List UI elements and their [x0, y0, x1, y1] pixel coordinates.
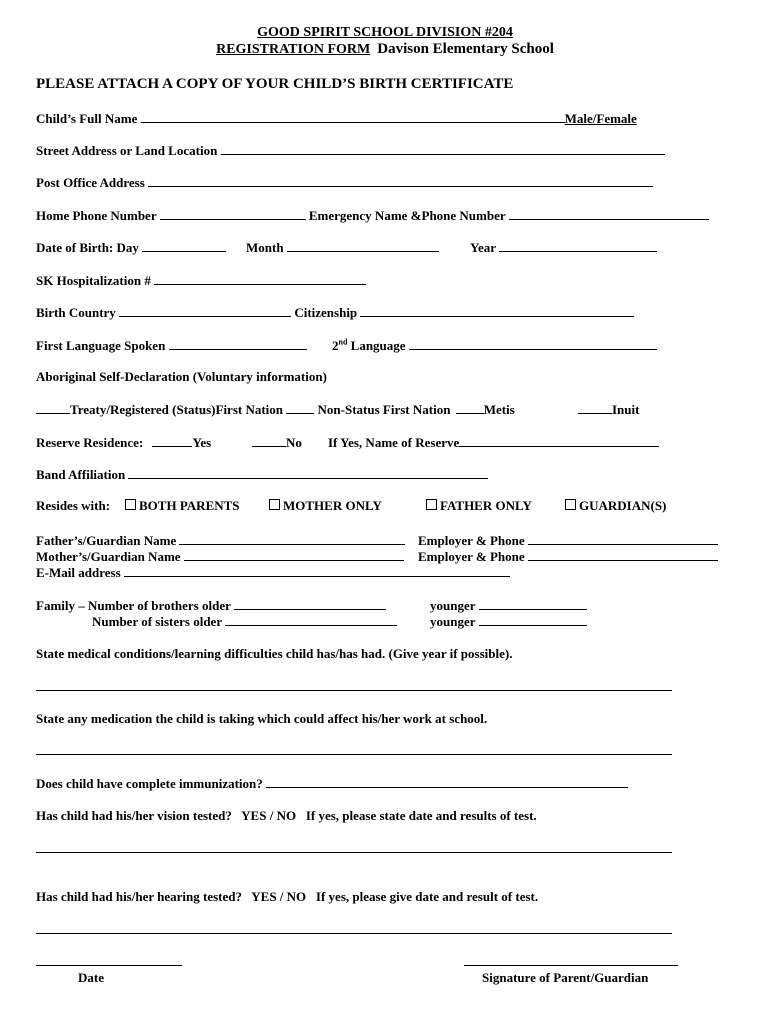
treaty-field[interactable] — [36, 401, 70, 414]
sex-label[interactable]: Male/Female — [564, 111, 637, 126]
inuit-field[interactable] — [578, 401, 612, 414]
both-parents-checkbox[interactable] — [125, 499, 136, 510]
home-phone-field[interactable] — [160, 207, 306, 220]
street-row — [36, 142, 665, 159]
band-field[interactable] — [128, 466, 488, 479]
reserve-no-field[interactable] — [252, 434, 286, 447]
father-only-checkbox[interactable] — [426, 499, 437, 510]
post-office-label: Post Office Address — [36, 175, 145, 190]
reserve-no-label: No — [286, 435, 302, 450]
aboriginal-heading: Aboriginal Self-Declaration (Voluntary information) — [36, 369, 327, 384]
reserve-name-field[interactable] — [459, 434, 659, 447]
hearing-yes-no[interactable]: YES / NO — [251, 889, 307, 904]
emergency-label: Emergency Name &Phone Number — [308, 208, 506, 223]
childs-name-field[interactable] — [141, 110, 565, 123]
second-language-row — [332, 337, 657, 354]
father-row — [36, 532, 405, 549]
immunization-field[interactable] — [266, 775, 628, 788]
brothers-younger-field[interactable] — [479, 597, 587, 610]
father-employer-label: Employer & Phone — [418, 533, 525, 548]
aboriginal-options — [36, 401, 515, 418]
post-office-field[interactable] — [148, 174, 653, 187]
date-label: Date — [78, 970, 104, 985]
brothers-younger-label: younger — [430, 598, 476, 613]
signature-label: Signature of Parent/Guardian — [482, 970, 649, 985]
mother-only-option[interactable] — [269, 498, 382, 514]
vision-row — [36, 808, 537, 824]
vision-field[interactable] — [36, 852, 672, 853]
sk-hosp-field[interactable] — [154, 272, 366, 285]
hearing-label: Has child had his/her hearing tested? — [36, 889, 242, 904]
hearing-row — [36, 889, 538, 905]
brothers-younger-row — [430, 597, 587, 614]
both-parents-option[interactable] — [125, 498, 240, 514]
birth-country-field[interactable] — [119, 304, 291, 317]
band-label: Band Affiliation — [36, 467, 126, 482]
birth-country-row — [36, 304, 634, 321]
dob-year-field[interactable] — [499, 239, 657, 252]
second-language-num: 2 — [332, 338, 339, 353]
childs-name-row — [36, 110, 637, 127]
guardians-label: GUARDIAN(S) — [579, 498, 667, 513]
guardians-option[interactable] — [565, 498, 666, 514]
father-employer-field[interactable] — [528, 532, 718, 545]
reserve-label: Reserve Residence: — [36, 435, 144, 450]
sisters-younger-label: younger — [430, 614, 476, 629]
dob-month — [246, 239, 439, 256]
first-language-field[interactable] — [169, 337, 307, 350]
mother-employer-label: Employer & Phone — [418, 549, 525, 564]
form-title-line — [0, 41, 770, 58]
reserve-yes-field[interactable] — [152, 434, 192, 447]
treaty-label: Treaty/Registered (Status)First Nation — [70, 402, 284, 417]
sisters-label: Number of sisters older — [92, 614, 222, 629]
sk-hosp-label: SK Hospitalization # — [36, 273, 151, 288]
emergency-field[interactable] — [509, 207, 709, 220]
first-language-row — [36, 337, 307, 354]
reserve-name-label: If Yes, Name of Reserve — [328, 435, 460, 450]
second-language-sup: nd — [338, 337, 348, 347]
mother-only-label: MOTHER ONLY — [283, 498, 382, 513]
birth-certificate-notice: PLEASE ATTACH A COPY OF YOUR CHILD’S BIRTH CERTIFICATE — [36, 76, 514, 92]
dob-day-label: Date of Birth: Day — [36, 240, 139, 255]
inuit-option — [578, 401, 639, 418]
phone-row — [36, 207, 709, 224]
reserve-yes-label: Yes — [192, 435, 212, 450]
hearing-note: If yes, please give date and result of test. — [315, 889, 539, 904]
childs-name-label: Child’s Full Name — [36, 111, 138, 126]
reserve-name-row — [328, 434, 659, 451]
immunization-row — [36, 775, 628, 792]
guardians-checkbox[interactable] — [565, 499, 576, 510]
non-status-field[interactable] — [286, 401, 314, 414]
mother-label: Mother’s/Guardian Name — [36, 549, 181, 564]
email-row — [36, 564, 510, 581]
signature-field[interactable] — [464, 965, 678, 966]
street-label: Street Address or Land Location — [36, 143, 218, 158]
second-language-label: Language — [350, 338, 406, 353]
email-field[interactable] — [124, 564, 510, 577]
vision-yes-no[interactable]: YES / NO — [241, 808, 297, 823]
vision-label: Has child had his/her vision tested? — [36, 808, 232, 823]
medical-field[interactable] — [36, 690, 672, 691]
form-title: REGISTRATION FORM — [216, 42, 371, 57]
band-row — [36, 466, 488, 483]
resides-label: Resides with: — [36, 498, 111, 513]
mother-only-checkbox[interactable] — [269, 499, 280, 510]
reserve-no — [252, 434, 302, 451]
sisters-older-field[interactable] — [225, 613, 397, 626]
brothers-older-field[interactable] — [234, 597, 386, 610]
vision-note: If yes, please state date and results of test. — [305, 808, 537, 823]
father-only-option[interactable] — [426, 498, 532, 514]
father-only-label: FATHER ONLY — [440, 498, 532, 513]
dob-row — [36, 239, 226, 256]
mother-row — [36, 548, 404, 565]
metis-label: Metis — [483, 402, 515, 417]
citizenship-label: Citizenship — [294, 305, 358, 320]
dob-day-field[interactable] — [142, 239, 226, 252]
second-language-field[interactable] — [409, 337, 657, 350]
school-name: Davison Elementary School — [377, 41, 554, 57]
dob-year-label: Year — [470, 240, 496, 255]
father-label: Father’s/Guardian Name — [36, 533, 177, 548]
dob-month-field[interactable] — [287, 239, 439, 252]
both-parents-label: BOTH PARENTS — [139, 498, 240, 513]
non-status-label: Non-Status First Nation — [317, 402, 451, 417]
division-title: GOOD SPIRIT SCHOOL DIVISION #204 — [257, 25, 513, 40]
hearing-field[interactable] — [36, 933, 672, 934]
father-name-field[interactable] — [179, 532, 405, 545]
father-employer-row — [418, 532, 718, 549]
sk-hosp-row — [36, 272, 366, 289]
birth-country-label: Birth Country — [36, 305, 116, 320]
metis-field[interactable] — [456, 401, 484, 414]
dob-year — [470, 239, 657, 256]
mother-employer-field[interactable] — [528, 548, 718, 561]
medication-field[interactable] — [36, 754, 672, 755]
home-phone-label: Home Phone Number — [36, 208, 157, 223]
date-field[interactable] — [36, 965, 182, 966]
inuit-label: Inuit — [612, 402, 640, 417]
immunization-label: Does child have complete immunization? — [36, 776, 263, 791]
email-label: E-Mail address — [36, 565, 121, 580]
post-office-row — [36, 174, 653, 191]
dob-month-label: Month — [246, 240, 284, 255]
reserve-row — [36, 434, 211, 451]
medical-label: State medical conditions/learning difficulties child has/has had. (Give year if possible). — [36, 646, 513, 661]
brothers-label: Family – Number of brothers older — [36, 598, 231, 613]
citizenship-field[interactable] — [360, 304, 634, 317]
first-language-label: First Language Spoken — [36, 338, 166, 353]
sisters-row — [92, 613, 397, 630]
mother-name-field[interactable] — [184, 548, 404, 561]
sisters-younger-field[interactable] — [479, 613, 587, 626]
brothers-row — [36, 597, 386, 614]
medication-label: State any medication the child is taking which could affect his/her work at school. — [36, 711, 488, 726]
sisters-younger-row — [430, 613, 587, 630]
street-field[interactable] — [221, 142, 665, 155]
mother-employer-row — [418, 548, 718, 565]
